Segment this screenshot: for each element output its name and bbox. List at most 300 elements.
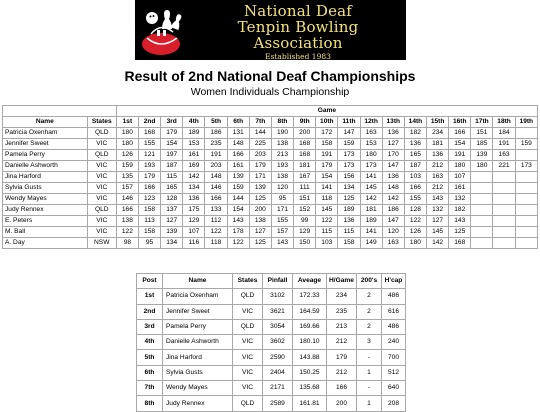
game-score-cell: 172 [316,128,338,139]
game-score-cell: 187 [161,161,183,172]
bowler-name-cell: Wendy Mayes [3,194,88,205]
table-row [137,350,406,365]
scores-header-cell: 14th [404,117,426,128]
game-score-cell: 143 [227,216,249,227]
summary-header-cell: States [233,274,263,289]
game-score-cell: 178 [227,227,249,238]
header-banner [135,0,406,60]
scores-header-row [3,117,538,128]
game-score-cell: 126 [404,227,426,238]
game-score-cell: 125 [249,238,271,249]
game-score-cell: 149 [360,238,382,249]
two-hundreds-cell: 2 [357,319,382,334]
game-score-cell: 122 [116,227,138,238]
summary-header-cell: Pinfall [263,274,293,289]
table-row [3,194,538,205]
high-game-cell: 212 [327,365,357,380]
game-score-cell: 163 [493,150,515,161]
high-game-cell: 212 [327,335,357,350]
position-cell: 3rd [137,319,163,334]
state-cell: VIC [87,161,116,172]
game-score-cell: 186 [205,128,227,139]
game-score-cell: 179 [161,128,183,139]
position-cell: 8th [137,396,163,411]
game-score-cell: 179 [316,161,338,172]
game-score-cell: 155 [404,194,426,205]
table-row [3,227,538,238]
game-score-cell: 163 [427,172,449,183]
game-score-cell: 145 [316,205,338,216]
position-cell: 7th [137,381,163,396]
game-score-cell: 165 [161,183,183,194]
game-score-cell: 181 [427,139,449,150]
game-score-cell: 147 [382,161,404,172]
bowler-name-cell: Patricia Oxenham [3,128,88,139]
summary-header-cell: Aveage [293,274,327,289]
game-score-cell: 127 [249,227,271,238]
handicap-cell: 486 [382,319,406,334]
scores-header-cell: 9th [294,117,316,128]
game-score-cell: 143 [449,216,471,227]
average-cell: 169.66 [293,319,327,334]
game-score-cell: 143 [427,194,449,205]
game-score-cell: 136 [183,194,205,205]
scores-header-cell: 7th [249,117,271,128]
game-score-cell: 151 [294,194,316,205]
game-score-cell: 137 [161,205,183,216]
table-row [137,335,406,350]
scores-header-cell: 6th [227,117,249,128]
game-score-cell: 127 [161,216,183,227]
game-score-cell [515,128,537,139]
game-score-cell: 112 [205,216,227,227]
game-score-cell: 148 [205,172,227,183]
bowler-name-cell: Jennifer Sweet [3,139,88,150]
scores-header-cell: Name [3,117,88,128]
banner-line-2: Tenpin Bowling Association [237,18,359,52]
game-score-cell [471,205,493,216]
pinfall-cell: 2404 [263,365,293,380]
game-score-cell: 212 [427,183,449,194]
state-cell: VIC [233,381,263,396]
game-score-cell: 136 [338,216,360,227]
game-score-cell: 120 [382,227,404,238]
game-score-cell: 138 [271,139,293,150]
game-score-cell: 131 [227,128,249,139]
game-score-cell: 125 [449,227,471,238]
game-score-cell: 173 [338,161,360,172]
game-score-cell [515,227,537,238]
game-score-cell: 181 [360,205,382,216]
game-score-cell [493,172,515,183]
game-score-cell [471,194,493,205]
game-score-cell: 95 [271,194,293,205]
pinfall-cell: 2171 [263,381,293,396]
pinfall-cell: 3102 [263,289,293,304]
game-score-cell: 166 [449,128,471,139]
game-score-cell: 136 [404,139,426,150]
scores-header-cell: 2nd [138,117,160,128]
position-cell: 6th [137,365,163,380]
game-score-cell: 168 [138,128,160,139]
game-score-cell: 189 [183,128,205,139]
game-group-header: Game [116,106,537,117]
game-score-cell: 127 [427,216,449,227]
state-cell: VIC [87,227,116,238]
game-score-cell: 193 [138,161,160,172]
game-score-cell: 141 [360,172,382,183]
game-score-cell: 166 [227,150,249,161]
game-score-cell: 141 [316,183,338,194]
table-row [3,238,538,249]
game-score-cell: 138 [271,172,293,183]
game-score-cell: 122 [316,216,338,227]
high-game-cell: 213 [327,319,357,334]
table-row [137,319,406,334]
scores-header-cell: 3rd [161,117,183,128]
average-cell: 180.10 [293,335,327,350]
game-score-cell: 155 [138,139,160,150]
two-hundreds-cell: - [357,381,382,396]
bowling-logo-icon [137,4,193,58]
state-cell: QLD [233,289,263,304]
game-score-cell: 157 [271,227,293,238]
game-score-cell: 166 [138,183,160,194]
game-score-cell: 127 [382,139,404,150]
high-game-cell: 234 [327,289,357,304]
game-score-cell: 135 [116,172,138,183]
game-score-cell: 98 [116,238,138,249]
game-score-cell [515,216,537,227]
game-score-cell: 147 [382,216,404,227]
table-row [3,161,538,172]
game-score-cell: 147 [338,128,360,139]
summary-header-cell: Name [163,274,233,289]
game-score-cell: 133 [205,205,227,216]
game-score-cell: 191 [205,150,227,161]
game-score-cell: 139 [249,183,271,194]
game-score-cell: 138 [116,216,138,227]
game-score-cell: 191 [316,150,338,161]
table-row [137,365,406,380]
game-score-cell: 134 [161,238,183,249]
scores-header-cell: 13th [382,117,404,128]
bowler-name-cell: Jennifer Sweet [163,304,233,319]
game-score-cell [515,150,537,161]
game-score-cell: 175 [183,205,205,216]
game-score-cell: 203 [249,150,271,161]
game-score-cell: 190 [271,128,293,139]
state-cell: NSW [87,238,116,249]
scores-header-cell: 1st [116,117,138,128]
game-score-cell: 200 [249,205,271,216]
pinfall-cell: 3054 [263,319,293,334]
game-score-cell: 103 [316,238,338,249]
game-score-cell: 159 [116,161,138,172]
handicap-cell: 486 [382,289,406,304]
game-score-cell: 122 [404,216,426,227]
game-score-cell [515,172,537,183]
game-score-cell [493,194,515,205]
game-score-cell: 221 [493,161,515,172]
game-score-cell: 122 [205,227,227,238]
game-score-cell: 122 [227,238,249,249]
summary-header-cell: 200's [357,274,382,289]
game-score-cell: 187 [404,161,426,172]
game-score-cell: 191 [493,139,515,150]
bowler-name-cell: E. Peters [3,216,88,227]
game-score-cell: 158 [316,139,338,150]
game-score-cell: 154 [227,205,249,216]
game-score-cell: 136 [427,150,449,161]
game-score-cell: 180 [449,161,471,172]
pinfall-cell: 3621 [263,304,293,319]
state-cell: VIC [87,139,116,150]
game-score-cell: 166 [404,183,426,194]
scores-header-cell: 4th [183,117,205,128]
game-score-cell [471,227,493,238]
game-score-cell: 123 [138,194,160,205]
game-score-cell: 103 [404,172,426,183]
game-score-cell: 113 [138,216,160,227]
game-score-cell: 168 [449,238,471,249]
game-score-cell: 155 [271,216,293,227]
game-score-cell: 129 [183,216,205,227]
state-cell: VIC [233,365,263,380]
table-row [3,128,538,139]
bowler-name-cell: Jina Harford [163,350,233,365]
game-score-cell [493,227,515,238]
average-cell: 150.25 [293,365,327,380]
game-score-cell [515,205,537,216]
average-cell: 143.88 [293,350,327,365]
average-cell: 172.33 [293,289,327,304]
game-score-cell [471,238,493,249]
bowler-name-cell: Danielle Ashworth [163,335,233,350]
game-score-cell: 143 [271,238,293,249]
scores-header-cell: 12th [360,117,382,128]
scores-header-cell: 8th [271,117,293,128]
game-score-cell: 145 [427,227,449,238]
game-score-cell: 171 [249,172,271,183]
game-score-cell: 163 [360,128,382,139]
game-score-cell [471,183,493,194]
state-cell: VIC [87,194,116,205]
scores-header-cell: 10th [316,117,338,128]
bowler-name-cell: Pamela Perry [3,150,88,161]
bowler-name-cell: Wendy Mayes [163,381,233,396]
banner-line-1: National Deaf [243,2,353,20]
game-score-cell: 168 [294,150,316,161]
game-score-cell: 180 [360,150,382,161]
summary-header-cell: Post [137,274,163,289]
game-score-cell: 235 [205,139,227,150]
game-score-cell: 159 [515,139,537,150]
table-row [3,183,538,194]
game-score-cell: 191 [449,150,471,161]
game-score-cell [493,183,515,194]
game-score-cell: 146 [205,183,227,194]
two-hundreds-cell: 2 [357,304,382,319]
game-score-cell: 128 [161,194,183,205]
game-score-cell: 154 [449,139,471,150]
game-score-cell: 107 [449,172,471,183]
game-score-cell: 168 [294,139,316,150]
scores-group-header-row [3,106,538,117]
game-score-cell: 186 [382,205,404,216]
position-cell: 4th [137,335,163,350]
state-cell: VIC [87,172,116,183]
two-hundreds-cell: 2 [357,289,382,304]
game-score-cell: 154 [316,172,338,183]
pinfall-cell: 2589 [263,396,293,411]
game-score-cell: 134 [183,183,205,194]
game-score-cell: 185 [471,139,493,150]
game-score-cell: 121 [138,150,160,161]
game-score-cell: 126 [116,150,138,161]
game-score-cell: 136 [382,172,404,183]
game-score-cell: 111 [294,183,316,194]
game-score-cell: 118 [205,238,227,249]
game-score-cell: 161 [449,183,471,194]
scores-header-cell: 16th [449,117,471,128]
summary-header-row [137,274,406,289]
bowler-name-cell: Patricia Oxenham [163,289,233,304]
two-hundreds-cell: - [357,350,382,365]
game-score-cell: 107 [183,227,205,238]
game-score-cell: 197 [161,150,183,161]
game-score-cell: 116 [183,238,205,249]
bowler-name-cell: Danielle Ashworth [3,161,88,172]
game-score-cell: 142 [360,194,382,205]
game-score-cell: 189 [360,216,382,227]
handicap-cell: 640 [382,381,406,396]
game-score-cell: 212 [427,161,449,172]
game-score-cell: 166 [205,194,227,205]
game-score-cell: 182 [404,128,426,139]
scores-header-cell: States [87,117,116,128]
game-score-cell: 118 [316,194,338,205]
page-title: Result of 2nd National Deaf Championships [124,68,416,84]
game-score-cell: 148 [227,139,249,150]
game-score-cell: 158 [138,205,160,216]
state-cell: VIC [87,216,116,227]
game-score-cell: 146 [116,194,138,205]
game-score-cell: 189 [338,205,360,216]
game-score-cell: 153 [360,139,382,150]
two-hundreds-cell: 1 [357,365,382,380]
game-score-cell: 161 [183,150,205,161]
game-score-cell: 115 [161,172,183,183]
handicap-cell: 512 [382,365,406,380]
game-score-cell: 142 [382,194,404,205]
state-cell: QLD [87,150,116,161]
game-score-cell: 165 [404,150,426,161]
game-score-cell: 142 [427,238,449,249]
position-cell: 2nd [137,304,163,319]
game-score-cell: 158 [138,227,160,238]
game-score-cell: 173 [360,161,382,172]
banner-line-3: Established 1983 [265,52,331,61]
average-cell: 135.68 [293,381,327,396]
game-score-cell: 156 [338,172,360,183]
game-score-cell: 139 [227,172,249,183]
game-score-cell [493,238,515,249]
summary-header-cell: H/Game [327,274,357,289]
high-game-cell: 179 [327,350,357,365]
game-score-cell: 139 [471,150,493,161]
table-row [137,396,406,411]
game-score-cell: 115 [338,227,360,238]
game-score-cell [471,216,493,227]
table-row [3,150,538,161]
scores-header-cell: 5th [205,117,227,128]
summary-table [136,273,406,412]
game-score-cell: 161 [227,161,249,172]
banner-text [193,3,403,63]
state-cell: QLD [87,205,116,216]
high-game-cell: 235 [327,304,357,319]
bowler-name-cell: Jina Harford [3,172,88,183]
game-score-cell: 153 [183,139,205,150]
scores-table [2,105,538,249]
game-score-cell: 136 [382,128,404,139]
game-score-cell [515,238,537,249]
game-score-cell: 132 [449,194,471,205]
bowler-name-cell: Judy Rennex [3,205,88,216]
average-cell: 164.59 [293,304,327,319]
game-score-cell: 150 [294,238,316,249]
scores-header-cell: 11th [338,117,360,128]
game-score-cell: 142 [183,172,205,183]
game-score-cell: 184 [493,128,515,139]
two-hundreds-cell: 3 [357,335,382,350]
bowler-name-cell: M. Ball [3,227,88,238]
game-score-cell [493,216,515,227]
game-score-cell: 200 [294,128,316,139]
game-score-cell: 171 [271,205,293,216]
game-score-cell: 167 [294,172,316,183]
state-cell: VIC [87,183,116,194]
state-cell: VIC [233,350,263,365]
game-score-cell: 158 [338,238,360,249]
game-score-cell: 180 [471,161,493,172]
game-score-cell: 213 [271,150,293,161]
high-game-cell: 166 [327,381,357,396]
game-score-cell: 125 [249,194,271,205]
game-score-cell: 141 [360,227,382,238]
game-score-cell: 180 [116,128,138,139]
game-score-cell: 173 [338,150,360,161]
game-score-cell: 159 [227,183,249,194]
position-cell: 5th [137,350,163,365]
state-cell: QLD [87,128,116,139]
game-score-cell: 170 [382,150,404,161]
pinfall-cell: 2590 [263,350,293,365]
handicap-cell: 208 [382,396,406,411]
scores-header-cell: 15th [427,117,449,128]
game-score-cell: 145 [360,183,382,194]
game-score-cell [493,205,515,216]
table-row [3,139,538,150]
state-cell: VIC [233,335,263,350]
table-row [3,205,538,216]
game-score-cell: 139 [161,227,183,238]
table-row [137,304,406,319]
game-score-cell: 138 [249,216,271,227]
table-row [137,289,406,304]
game-score-cell: 225 [249,139,271,150]
